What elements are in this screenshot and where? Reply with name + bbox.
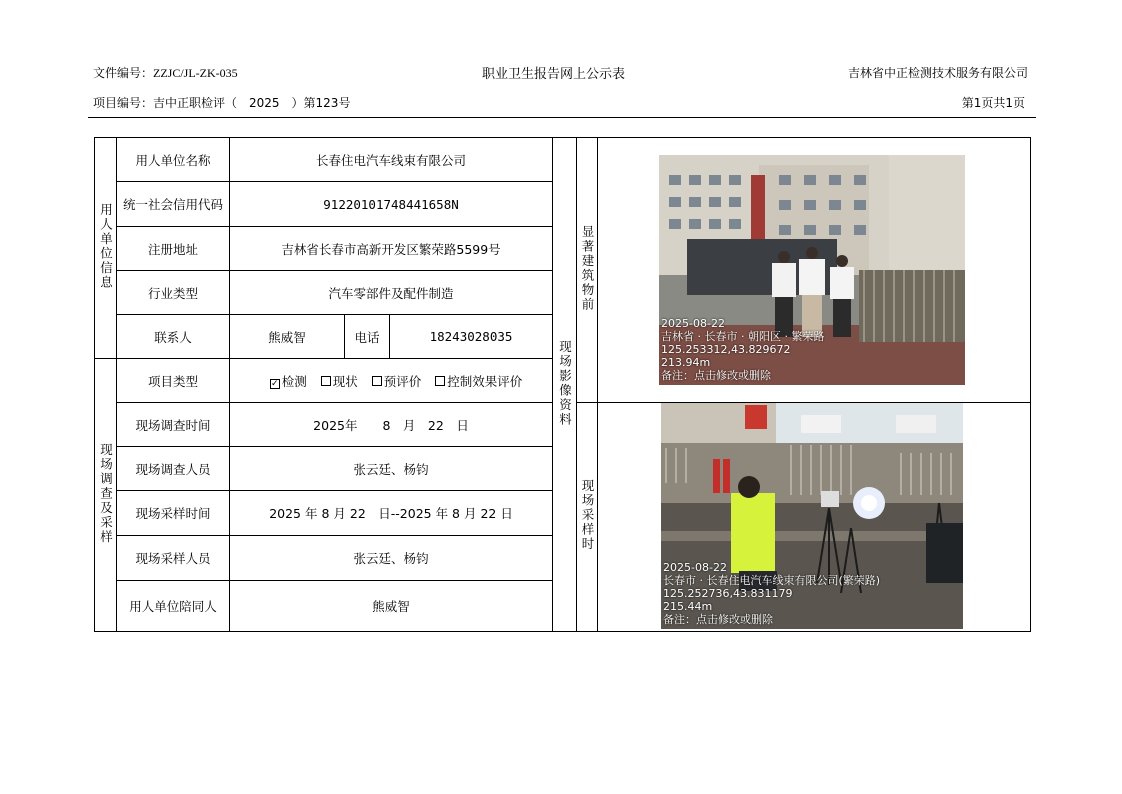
industry-label: 行业类型 <box>117 271 230 315</box>
checkbox-detection[interactable]: ✓ <box>270 378 279 389</box>
option-detection: 检测 <box>281 373 307 389</box>
unit-name-label: 用人单位名称 <box>117 138 230 182</box>
project-type-options <box>230 359 553 403</box>
header-divider <box>88 117 1036 118</box>
project-type-label: 项目类型 <box>117 359 230 403</box>
survey-time-value: 2025年 8 月 22 日 <box>230 403 553 447</box>
contact-value: 熊威智 <box>230 315 345 359</box>
section-images: 现场影像资料 <box>553 138 577 632</box>
survey-staff-label: 现场调查人员 <box>117 447 230 491</box>
disclosure-table <box>94 137 1031 632</box>
project-number: 项目编号：吉中正职检评（ 2025 ）第123号 <box>93 96 351 110</box>
photo1-cell <box>598 138 1031 403</box>
unit-name-value: 长春住电汽车线束有限公司 <box>230 138 553 182</box>
document-title: 职业卫生报告网上公示表 <box>482 67 626 82</box>
sampling-photo <box>661 403 963 629</box>
photo2-watermark: 2025-08-22 长春市 · 长春住电汽车线束有限公司(繁荣路) 125.252736,43.831179 215.44m 备注：点击修改或删除 <box>663 561 881 626</box>
company-name: 吉林省中正检测技术服务有限公司 <box>847 66 1028 80</box>
credit-code-value: 91220101748441658N <box>230 182 553 227</box>
section-employer-info: 用人单位信息 <box>95 138 117 359</box>
sampling-time-value: 2025 年 8 月 22 日--2025 年 8 月 22 日 <box>230 491 553 536</box>
option-control-effect: 控制效果评价 <box>447 373 523 389</box>
section-survey: 现场调查及采样 <box>95 359 117 632</box>
checkbox-control-effect[interactable] <box>435 376 445 386</box>
photo2-label: 现场采样时 <box>577 403 598 632</box>
phone-value: 18243028035 <box>390 315 553 359</box>
checkbox-pre-evaluation[interactable] <box>372 376 382 386</box>
escort-label: 用人单位陪同人 <box>117 581 230 632</box>
survey-staff-value: 张云廷、杨钧 <box>230 447 553 491</box>
photo1-label: 显著建筑物前 <box>577 138 598 403</box>
survey-time-label: 现场调查时间 <box>117 403 230 447</box>
page-info: 第1页共1页 <box>961 96 1025 110</box>
checkbox-status[interactable] <box>321 376 331 386</box>
option-pre-evaluation: 预评价 <box>383 373 422 389</box>
address-value: 吉林省长春市高新开发区繁荣路5599号 <box>230 227 553 271</box>
sampling-staff-label: 现场采样人员 <box>117 536 230 581</box>
phone-label: 电话 <box>345 315 390 359</box>
credit-code-label: 统一社会信用代码 <box>117 182 230 227</box>
option-status: 现状 <box>332 373 358 389</box>
industry-value: 汽车零部件及配件制造 <box>230 271 553 315</box>
sampling-staff-value: 张云廷、杨钧 <box>230 536 553 581</box>
document-code: 文件编号：ZZJC/JL-ZK-035 <box>93 66 238 80</box>
sampling-time-label: 现场采样时间 <box>117 491 230 536</box>
building-photo <box>659 155 965 385</box>
escort-value: 熊威智 <box>230 581 553 632</box>
photo2-cell <box>598 403 1031 632</box>
photo1-watermark: 2025-08-22 吉林省 · 长春市 · 朝阳区 · 繁荣路 125.253312,43.829672 213.94m 备注：点击修改或删除 <box>661 317 825 382</box>
contact-label: 联系人 <box>117 315 230 359</box>
address-label: 注册地址 <box>117 227 230 271</box>
